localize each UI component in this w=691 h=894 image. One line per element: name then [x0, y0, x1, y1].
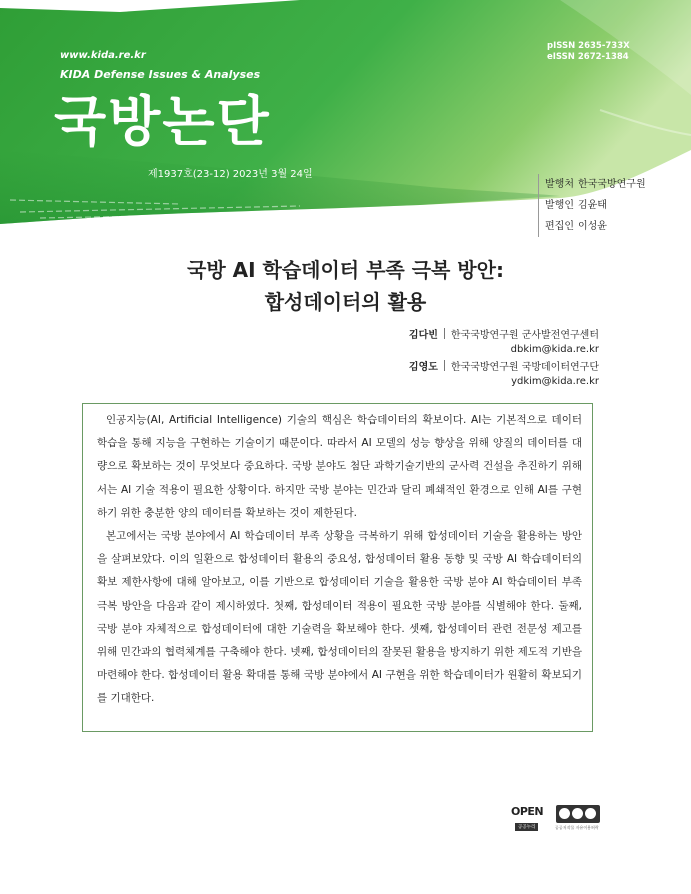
author-affiliation: 한국국방연구원 군사발전연구센터 [450, 330, 599, 341]
article-title-line1: 국방 AI 학습데이터 부족 극복 방안: [187, 258, 504, 282]
abstract-paragraph-2: 본고에서는 국방 분야에서 AI 학습데이터 부족 상황을 극복하기 위해 합성데이터 기술을 활용하는 방안을 살펴보았다. 이의 일환으로 합성데이터 활용의 중요성, 합성데이터 활용 동향 및 국방 AI 학습데이터의 확보 제한사항에 대해 알아보고, 이를 기반으로 합성데이터 기술을 활용한 국방 분야 AI 학습데이터 부족 극복 방안을 다음과 같이 제시하였다. 첫째, 합성데이터 적용이 필요한 국방 분야를 식별해야 한다. 둘째, 국방 분야 자체적으로 합성데이터에 대한 기술력을 확보해야 한다. 셋째, 합성데이터 관련 전문성 제고를 위해 민간과의 협력체계를 구축해야 한다. 넷째, 합성데이터의 잘못된 활용을 방지하기 위한 제도적 기반을 마련해야 한다. 합성데이터 활용 확대를 통해 국방 분야에서 AI 구현을 위한 학습데이터가 원활히 확보되기를 기대한다. [97, 530, 582, 705]
author-divider [444, 328, 445, 339]
author-email[interactable]: ydkim@kida.re.kr [511, 376, 599, 387]
publisher-row [545, 216, 646, 237]
pissn: pISSN 2635-733X [547, 41, 630, 51]
open-word: OPEN [511, 805, 544, 818]
publisher-label: 발행인 [545, 200, 574, 211]
open-sub-label: 공공누리 [515, 823, 538, 831]
publisher-row [545, 174, 646, 195]
author-entry [409, 360, 599, 389]
no-commercial-icon [572, 808, 583, 819]
publisher-value: 한국국방연구원 [577, 179, 646, 190]
author-divider [444, 360, 445, 371]
open-logo [509, 804, 554, 834]
author-name: 김영도 [408, 362, 438, 373]
publisher-value: 이성윤 [577, 221, 607, 232]
publisher-info [538, 174, 646, 237]
publisher-value: 김윤태 [577, 200, 607, 211]
series-name: KIDA Defense Issues & Analyses [60, 68, 261, 81]
author-email[interactable]: dbkim@kida.re.kr [510, 344, 599, 355]
license-icons [556, 805, 600, 823]
publisher-label: 편집인 [545, 221, 574, 232]
license-type-text: 공공저작물 자유이용허락 [555, 825, 599, 830]
issn-block [547, 41, 630, 63]
author-affiliation: 한국국방연구원 국방데이터연구단 [450, 362, 599, 373]
abstract-box [82, 403, 593, 732]
no-derivatives-icon [585, 808, 596, 819]
abstract-paragraph-1: 인공지능(AI, Artificial Intelligence) 기술의 핵심은 학습데이터의 확보이다. AI는 기본적으로 데이터 학습을 통해 지능을 구현하는 기술이기 때문이다. 따라서 AI 모델의 성능 향상을 위해 양질의 데이터를 대량으로 확보하는 것이 무엇보다 중요하다. 국방 분야도 첨단 과학기술기반의 군사력 건설을 추진하기 위해서는 AI 기술 적용이 필요한 상황이다. 하지만 국방 분야는 민간과 달리 폐쇄적인 환경으로 인해 AI를 구현하기 위한 충분한 양의 데이터를 확보하는 것이 제한된다. [97, 414, 582, 519]
person-icon [559, 808, 570, 819]
author-name: 김다빈 [408, 330, 438, 341]
issue-info: 제1937호(23-12) 2023년 3월 24일 [148, 169, 313, 180]
eissn: eISSN 2672-1384 [547, 52, 629, 62]
article-title-line2: 합성데이터의 활용 [264, 290, 427, 314]
site-url[interactable]: www.kida.re.kr [60, 50, 146, 61]
open-license-badge[interactable] [509, 804, 600, 834]
publisher-row [545, 195, 646, 216]
publisher-label: 발행처 [545, 179, 574, 190]
author-entry [409, 328, 599, 357]
publication-title: 국방논단 [54, 90, 271, 153]
